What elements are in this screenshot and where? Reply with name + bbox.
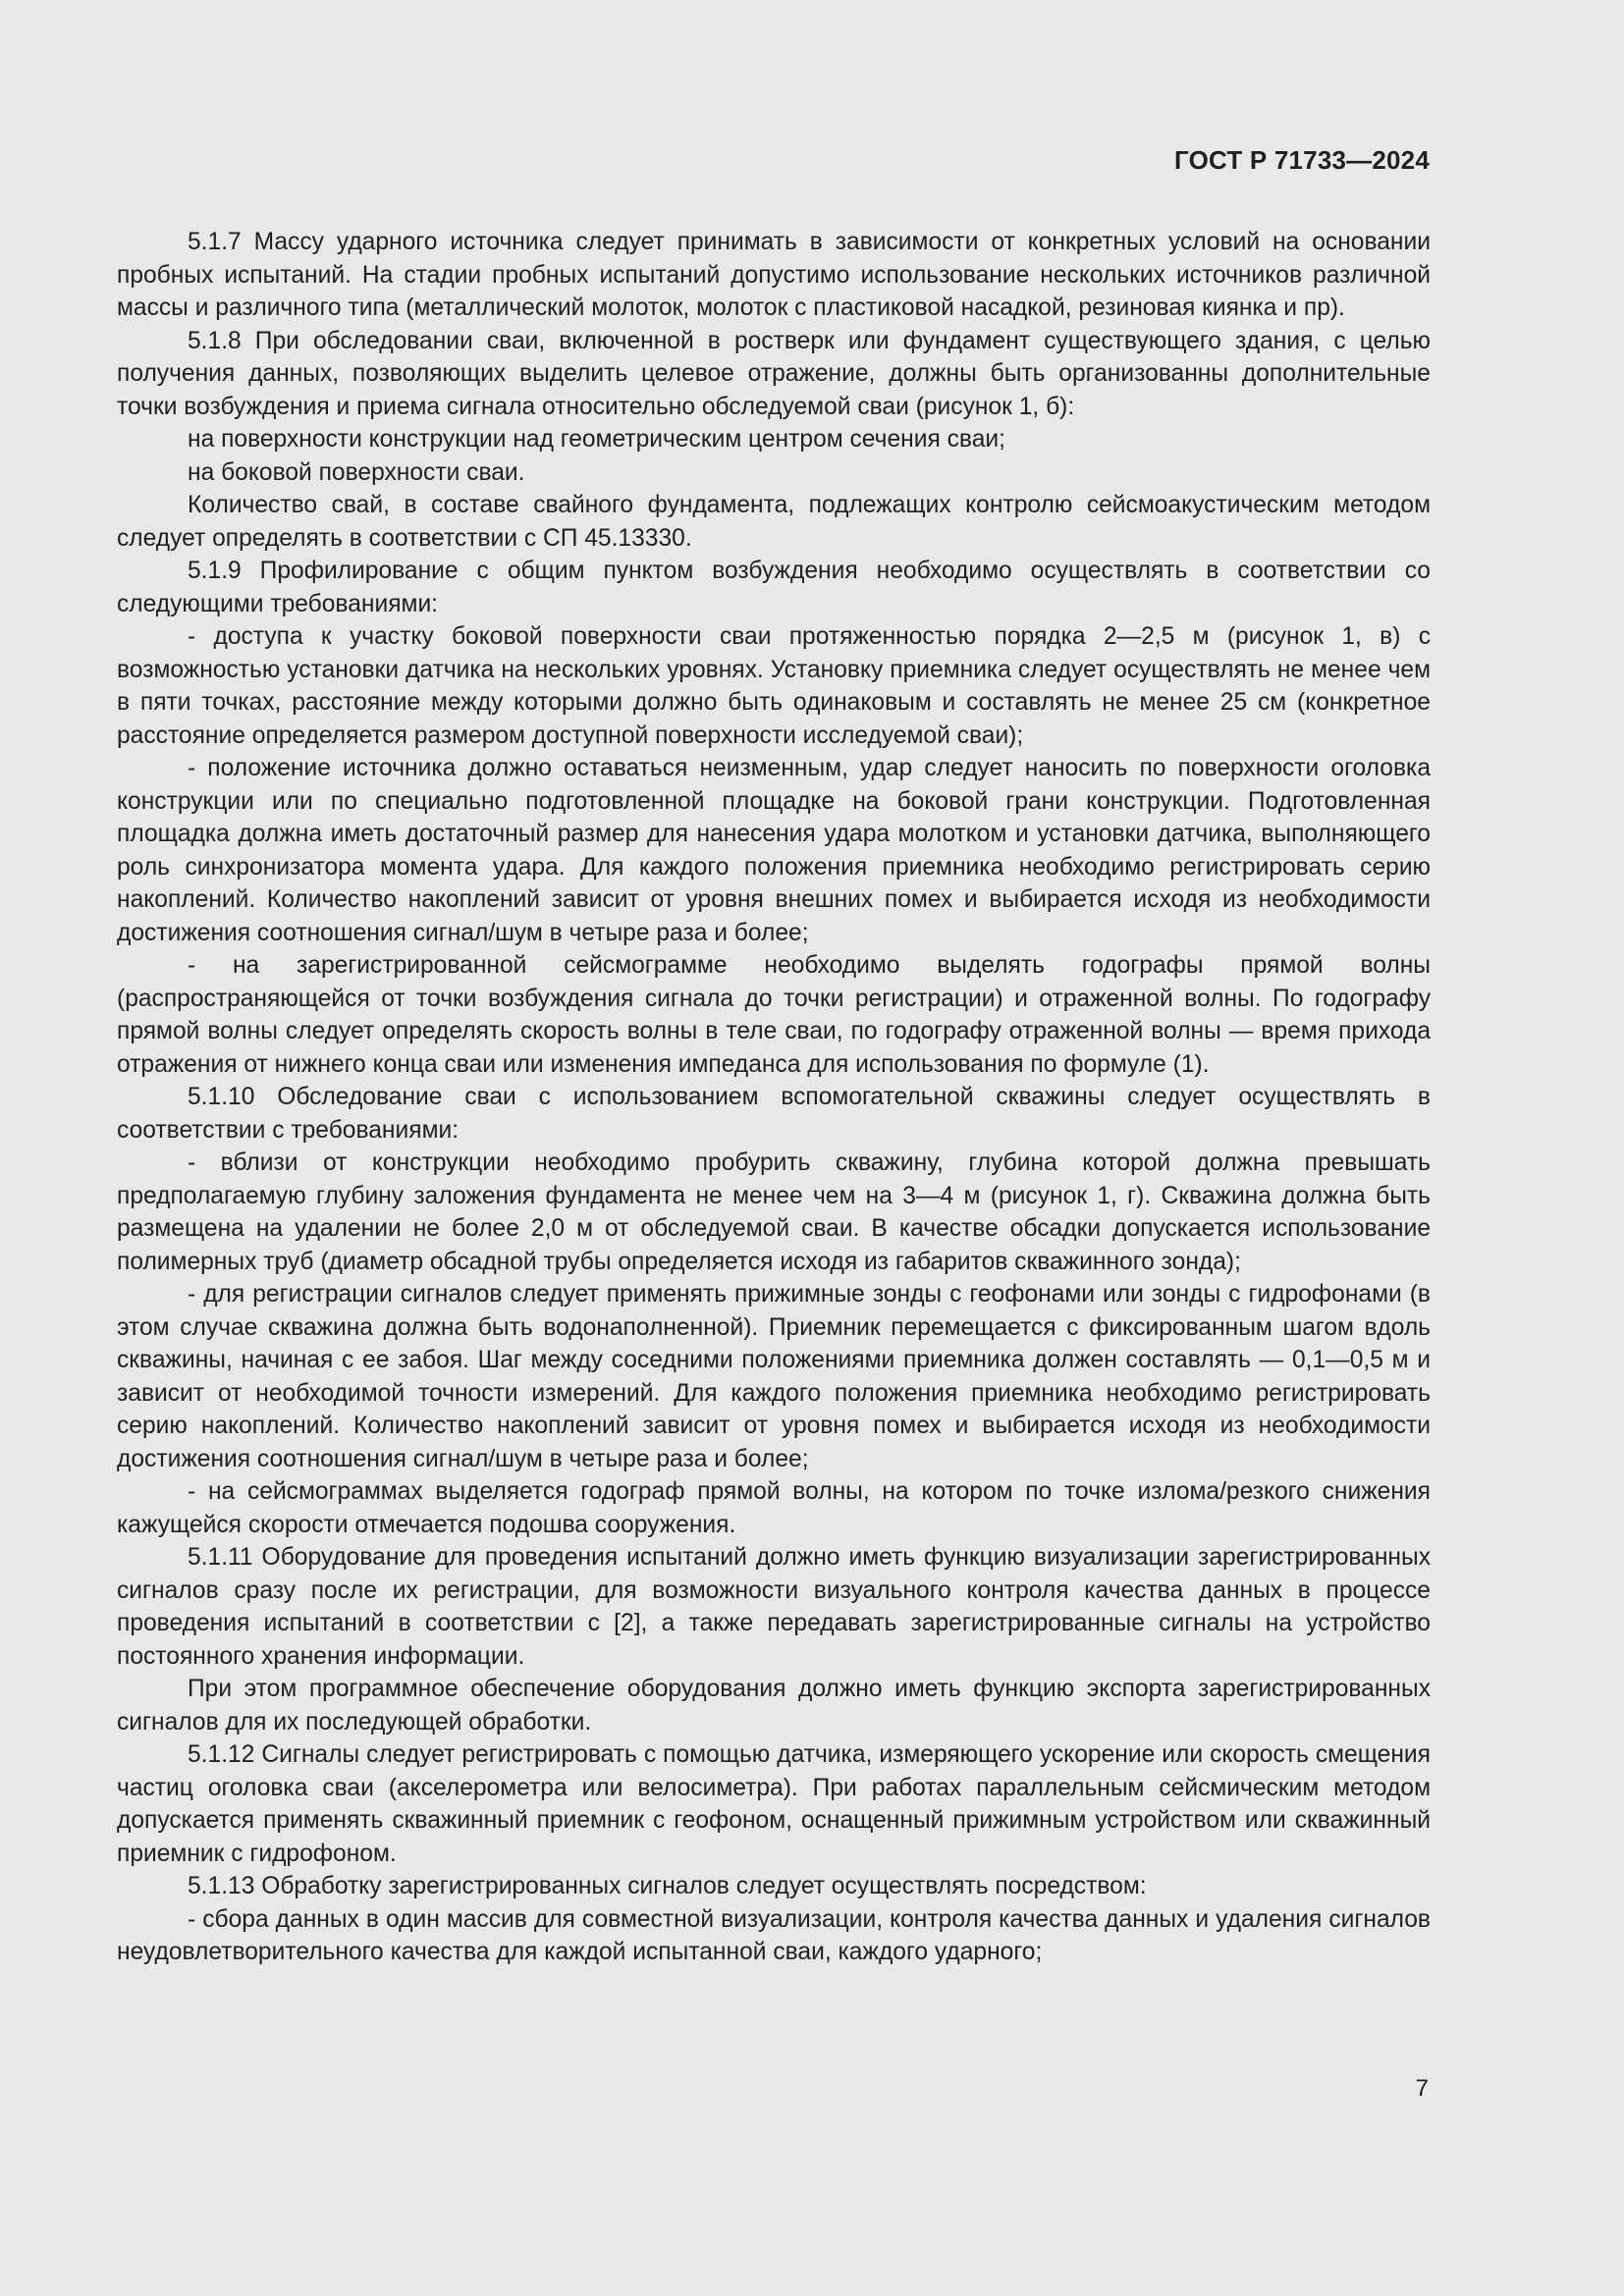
paragraph-5-1-10: 5.1.10 Обследование сваи с использованием вспомогательной скважины следует осуществлять в соответствии с требованиями: — [117, 1084, 1431, 1144]
list-item-access: - доступа к участку боковой поверхности сваи протяженностью порядка 2—2,5 м (рисунок 1, в) с возможностью установки датчика на нескольких уровнях. Установку приемника следует осуществлять не менее чем в пяти точках, расстояние между которыми должно быть одинаковым и составлять не менее 25 см (конкретное расстояние определяется размером доступной поверхности исследуемой сваи); — [117, 623, 1431, 749]
list-item-side-surface: на боковой поверхности сваи. — [188, 458, 525, 486]
list-item-source-position: - положение источника должно оставаться неизменным, удар следует наносить по поверхности оголовка конструкции или по специально подготовленной площадке на боковой грани конструкции. Подготовленная площадка должна иметь достаточный размер для нанесения удара молотком и установки датчика, выполняющего роль синхронизатора момента удара. Для каждого положения приемника необходимо регистрировать серию накоплений. Количество накоплений зависит от уровня внешних помех и выбирается исходя из необходимости достижения соотношения сигнал/шум в четыре раза и более; — [117, 755, 1431, 946]
paragraph-5-1-11: 5.1.11 Оборудование для проведения испытаний должно иметь функцию визуализации зарегистрированных сигналов сразу после их регистрации, для возможности визуального контроля качества данных в процессе проведения испытаний в соответствии с [2], а также передавать зарегистрированные сигналы на устройство постоянного хранения информации. — [117, 1544, 1431, 1670]
list-item-data-collection: - сбора данных в один массив для совместной визуализации, контроля качества данных и удаления сигналов неудовлетворительного качества для каждой испытанной сваи, каждого ударного; — [117, 1905, 1431, 1965]
list-item-borehole: - вблизи от конструкции необходимо пробурить скважину, глубина которой должна превышать предполагаемую глубину заложения фундамента не менее чем на 3—4 м (рисунок 1, г). Скважина должна быть размещена на удалении не более 2,0 м от обследуемой сваи. В качестве обсадки допускается использование полимерных труб (диаметр обсадной трубы определяется исходя из габаритов скважинного зонда); — [117, 1149, 1431, 1275]
paragraph-software: При этом программное обеспечение оборудования должно иметь функцию экспорта зарегистрированных сигналов для их последующей обработки. — [117, 1676, 1431, 1735]
paragraph-5-1-12: 5.1.12 Сигналы следует регистрировать с помощью датчика, измеряющего ускорение или скорость смещения частиц оголовка сваи (акселерометра или велосиметра). При работах параллельным сейсмическим методом допускается применять скважинный приемник с геофоном, оснащенный прижимным устройством или скважинный приемник с гидрофоном. — [117, 1741, 1431, 1867]
list-item-seismograms: - на сейсмограммах выделяется годограф прямой волны, на котором по точке излома/резкого снижения кажущейся скорости отмечается подошва сооружения. — [117, 1478, 1431, 1538]
paragraph-5-1-7: 5.1.7 Массу ударного источника следует принимать в зависимости от конкретных условий на основании пробных испытаний. На стадии пробных испытаний допустимо использование нескольких источников различной массы и различного типа (металлический молоток, молоток с пластиковой насадкой, резиновая киянка и пр). — [117, 229, 1431, 321]
paragraph-pile-count: Количество свай, в составе свайного фундамента, подлежащих контролю сейсмоакустическим методом следует определять в соответствии с СП 45.13330. — [117, 492, 1431, 552]
list-item-seismogram: - на зарегистрированной сейсмограмме необходимо выделять годографы прямой волны (распространяющейся от точки возбуждения сигнала до точки регистрации) и отраженной волны. По годографу прямой волны следует определять скорость волны в теле сваи, по годографу отраженной волны — время прихода отражения от нижнего конца сваи или изменения импеданса для использования по формуле (1). — [117, 952, 1431, 1078]
list-item-surface: на поверхности конструкции над геометрическим центром сечения сваи; — [188, 426, 1005, 453]
page-number: 7 — [1415, 2075, 1429, 2102]
list-item-registration: - для регистрации сигналов следует применять прижимные зонды с геофонами или зонды с гидрофонами (в этом случае скважина должна быть водонаполненной). Приемник перемещается с фиксированным шагом вдоль скважины, начиная с ее забоя. Шаг между соседними положениями приемника должен составлять — 0,1—0,5 м и зависит от необходимой точности измерений. Для каждого положения приемника необходимо регистрировать серию накоплений. Количество накоплений зависит от уровня помех и выбирается исходя из необходимости достижения соотношения сигнал/шум в четыре раза и более; — [117, 1281, 1431, 1472]
paragraph-5-1-8: 5.1.8 При обследовании сваи, включенной в ростверк или фундамент существующего здания, с целью получения данных, позволяющих выделить целевое отражение, должны быть организованны дополнительные точки возбуждения и приема сигнала относительно обследуемой сваи (рисунок 1, б): — [117, 327, 1431, 420]
document-body — [117, 226, 1431, 1969]
document-header-standard: ГОСТ Р 71733—2024 — [1174, 145, 1430, 175]
paragraph-5-1-9: 5.1.9 Профилирование с общим пунктом возбуждения необходимо осуществлять в соответствии со следующими требованиями: — [117, 558, 1431, 617]
paragraph-5-1-13: 5.1.13 Обработку зарегистрированных сигналов следует осуществлять посредством: — [188, 1873, 1147, 1899]
